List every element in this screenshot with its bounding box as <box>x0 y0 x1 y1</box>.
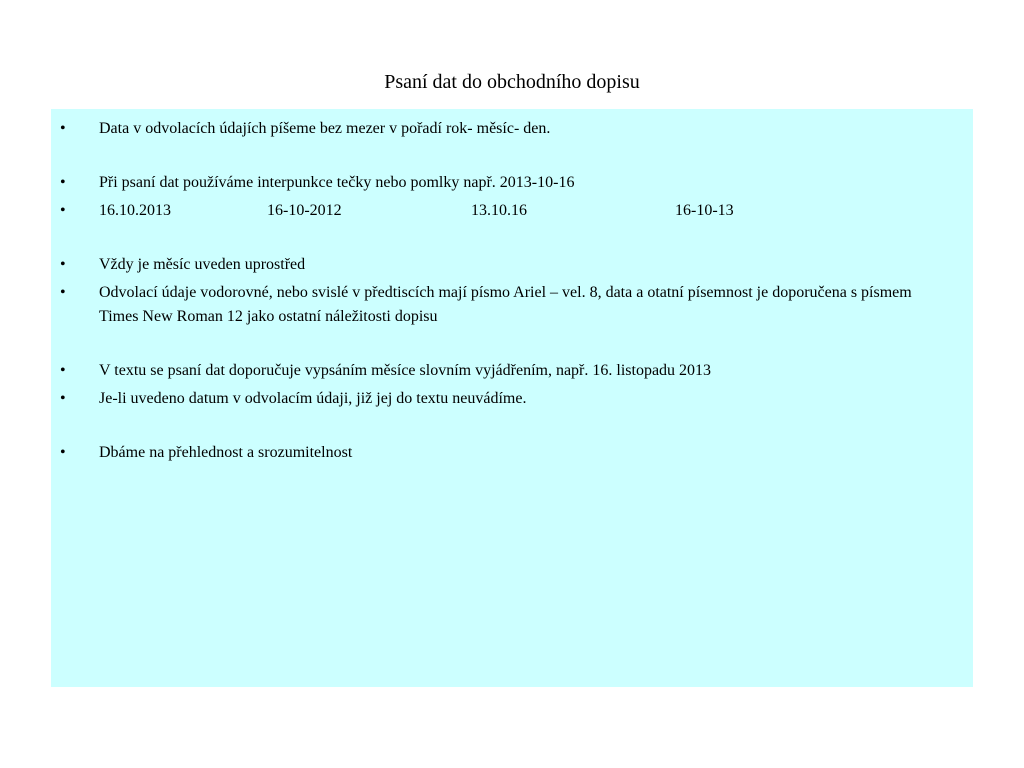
list-item-text: Data v odvolacích údajích píšeme bez mezer v pořadí rok- měsíc- den. <box>99 120 551 137</box>
list-item-text: Vždy je měsíc uveden uprostřed <box>99 256 306 273</box>
list-item <box>51 281 973 329</box>
list-item <box>51 359 973 383</box>
list-item-text: Je-li uvedeno datum v odvolacím údaji, již jej do textu neuvádíme. <box>99 390 527 407</box>
bullet-marker: • <box>60 390 66 407</box>
bullet-marker: • <box>60 362 66 379</box>
list-item <box>51 117 973 141</box>
list-item-dates <box>51 199 973 223</box>
date-example: 16-10-2012 <box>267 202 342 219</box>
content-box <box>51 109 973 687</box>
bullet-marker: • <box>60 444 66 461</box>
bullet-marker: • <box>60 202 66 219</box>
list-item <box>51 387 973 411</box>
bullet-list <box>51 117 973 469</box>
date-example: 16.10.2013 <box>99 202 171 219</box>
bullet-marker: • <box>60 284 66 301</box>
list-item <box>51 441 973 465</box>
list-item-text: V textu se psaní dat doporučuje vypsáním měsíce slovním vyjádřením, např. 16. listopadu 2013 <box>99 362 712 379</box>
list-item-text: Při psaní dat používáme interpunkce tečky nebo pomlky např. 2013-10-16 <box>99 174 575 191</box>
date-example: 13.10.16 <box>471 202 527 219</box>
date-example: 16-10-13 <box>675 202 734 219</box>
slide-title: Psaní dat do obchodního dopisu <box>384 71 640 93</box>
list-item <box>51 171 973 195</box>
bullet-marker: • <box>60 174 66 191</box>
bullet-marker: • <box>60 120 66 137</box>
list-item-text: Odvolací údaje vodorovné, nebo svislé v předtiscích mají písmo Ariel – vel. 8, data a otatní písemnost je doporučena s písmem Times New Roman 12 jako ostatní náležitosti dopisu <box>99 284 912 325</box>
list-item <box>51 253 973 277</box>
bullet-marker: • <box>60 256 66 273</box>
list-item-text: Dbáme na přehlednost a srozumitelnost <box>99 444 353 461</box>
